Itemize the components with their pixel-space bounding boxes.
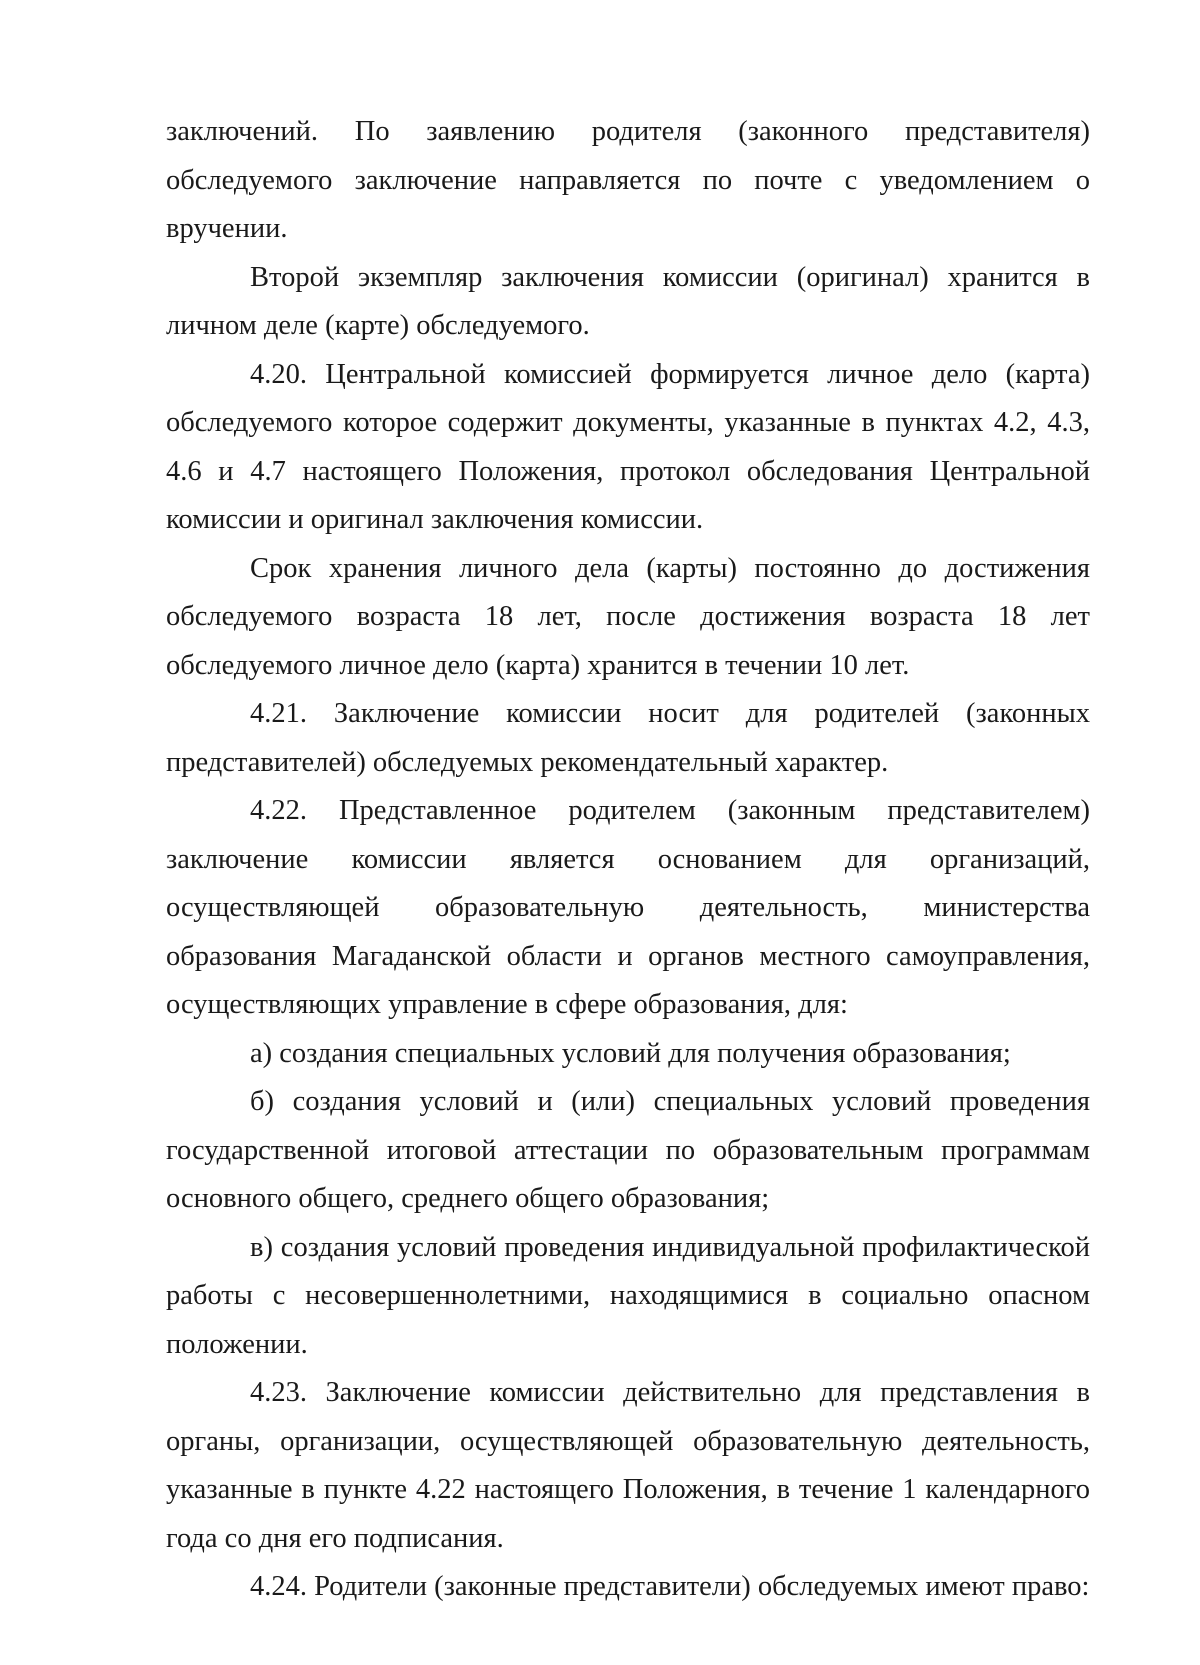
list-item-b: б) создания условий и (или) специальных условий проведения государственной итоговой аттестации по образовательным программам основного общего, среднего общего образования;: [166, 1086, 1090, 1214]
paragraph-4-22-head: 4.22. Представленное родителем (законным представителем): [250, 795, 1090, 826]
paragraph-4-20: 4.20. Центральной комиссией формируется личное дело (карта) обследуемого которое содержит документы, указанные в пунктах 4.2, 4.3, 4.6 и 4.7 настоящего Положения, протокол обследования Центральной комиссии и оригинал заключения комиссии.: [166, 358, 1090, 535]
paragraph-storage-term: Срок хранения личного дела (карты) постоянно до достижения обследуемого возраста 18 лет, после достижения возраста 18 лет обследуемого личное дело (карта) хранится в течении 10 лет.: [166, 552, 1090, 681]
list-item-v: в) создания условий проведения индивидуальной профилактической работы с несовершеннолетними, находящимися в социально опасном положении.: [166, 1231, 1090, 1360]
paragraph-4-24: 4.24. Родители (законные представители) обследуемых имеют право:: [250, 1571, 1090, 1602]
document-body: [166, 108, 1090, 1612]
paragraph-4-22-body: заключение комиссии является основанием для организаций, осуществляющей образовательную деятельность, министерства образования Магаданской области и органов местного самоуправления, осуществляющих управление в сфере образования, для:: [166, 843, 1090, 1020]
paragraph-second-copy: Второй экземпляр заключения комиссии (оригинал) хранится в личном деле (карте) обследуемого.: [166, 261, 1090, 341]
list-item-a: а) создания специальных условий для получения образования;: [250, 1037, 1011, 1069]
paragraph-conclusion-delivery: заключений. По заявлению родителя (законного представителя) обследуемого заключение направляется по почте с уведомлением о вручении.: [166, 116, 1090, 244]
paragraph-4-23: 4.23. Заключение комиссии действительно для представления в органы, организации, осуществляющей образовательную деятельность, указанные в пункте 4.22 настоящего Положения, в течение 1 календарного года со дня его подписания.: [166, 1377, 1090, 1554]
paragraph-4-21: 4.21. Заключение комиссии носит для родителей (законных представителей) обследуемых рекомендательный характер.: [166, 698, 1090, 778]
